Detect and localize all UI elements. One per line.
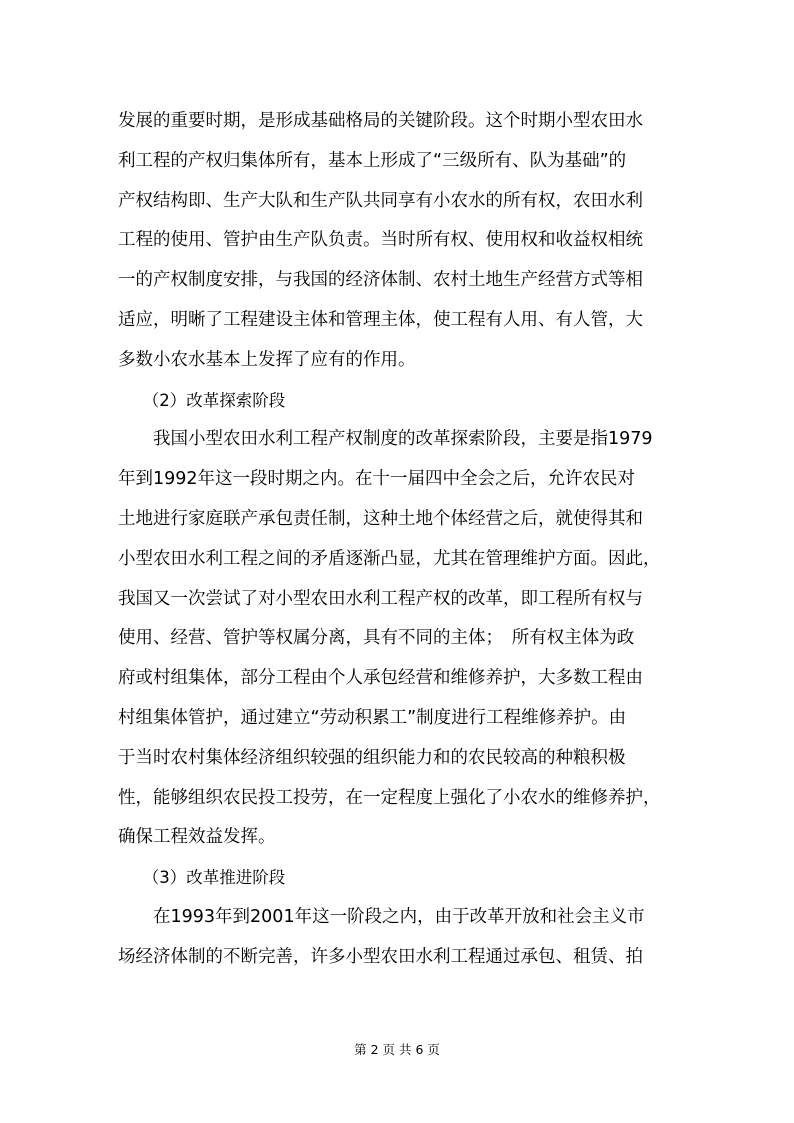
text-line: 确保工程效益发挥。 [118,827,276,848]
text-line: 适应，明晰了工程建设主体和管理主体，使工程有人用、有人管，大 [118,309,643,330]
text-line: 年到1992年这一段时期之内。在十一届四中全会之后，允许农民对 [118,469,636,490]
text-line: 我国小型农田水利工程产权制度的改革探索阶段，主要是指1979 [118,429,653,450]
section-heading: （3）改革推进阶段 [118,868,286,888]
text-line: 多数小农水基本上发挥了应有的作用。 [118,349,416,370]
text-line: 产权结构即、生产大队和生产队共同享有小农水的所有权，农田水利 [118,190,643,211]
text-line: 工程的使用、管护由生产队负责。当时所有权、使用权和收益权相统 [118,230,643,251]
text-line: 于当时农村集体经济组织较强的组织能力和的农民较高的种粮积极 [118,747,626,768]
text-line: 村组集体管护，通过建立“劳动积累工”制度进行工程维修养护。由 [118,707,627,728]
document-body [118,102,678,978]
text-line: 府或村组集体，部分工程由个人承包经营和维修养护，大多数工程由 [118,668,643,689]
text-line: 场经济体制的不断完善，许多小型农田水利工程通过承包、租赁、拍 [118,946,643,967]
text-line: 利工程的产权归集体所有，基本上形成了“三级所有、队为基础”的 [118,150,627,171]
page-number-footer: 第 2 页 共 6 页 [354,1042,440,1057]
text-line: 发展的重要时期，是形成基础格局的关键阶段。这个时期小型农田水 [118,111,643,131]
text-line: 小型农田水利工程之间的矛盾逐渐凸显，尤其在管理维护方面。因此， [118,548,661,569]
text-line: 我国又一次尝试了对小型农田水利工程产权的改革，即工程所有权与 [118,588,643,609]
text-line: 使用、经营、管护等权属分离，具有不同的主体； 所有权主体为政 [118,628,635,649]
text-line: 性，能够组织农民投工投劳，在一定程度上强化了小农水的维修养护， [118,787,661,808]
text-line: 一的产权制度安排，与我国的经济体制、农村土地生产经营方式等相 [118,270,643,291]
text-line: 在1993年到2001年这一阶段之内，由于改革开放和社会主义市 [118,906,645,927]
section-heading: （2）改革探索阶段 [118,390,286,410]
text-line: 土地进行家庭联产承包责任制，这种土地个体经营之后，就使得其和 [118,508,643,529]
